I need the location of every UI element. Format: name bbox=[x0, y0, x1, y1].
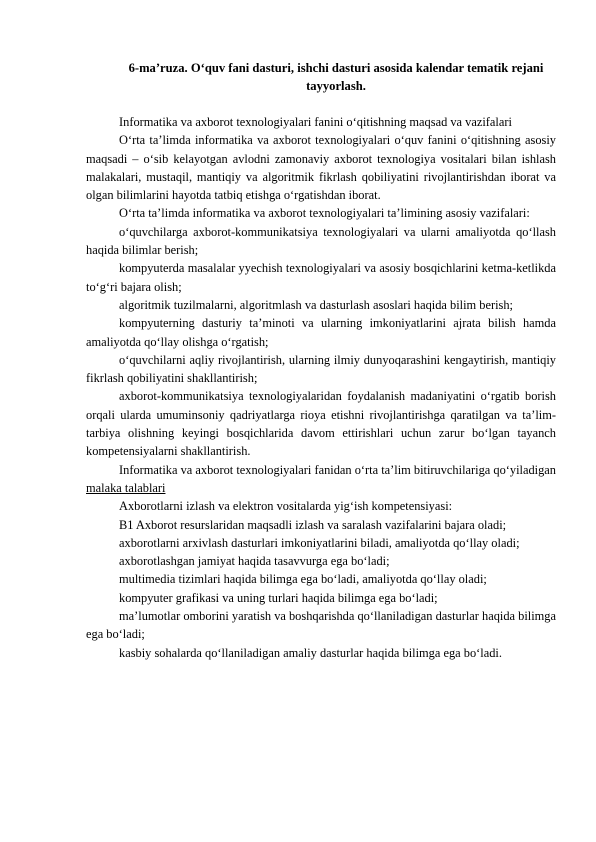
section-heading: Informatika va axborot texnologiyalari fanini o‘qitishning maqsad va vazifalari bbox=[119, 115, 512, 129]
task-item: axborot-kommunikatsiya texnologiyalaridan foydalanish madaniyatini o‘rgatib borish orqali ularda umuminsoniy qadriyatlarga rioya etishni rivojlantirishga qaratilgan va ta’lim-tarbiya olishning keyingi bosqichlarida davom ettirishlari uchun zarur bo‘lgan tayanch kompetensiyalarni shakllantirish. bbox=[86, 389, 556, 459]
competence-item: kompyuter grafikasi va uning turlari haqida bilimga ega bo‘ladi; bbox=[119, 590, 438, 605]
task-item: algoritmik tuzilmalarni, algoritmlash va dasturlash asoslari haqida bilim berish; bbox=[119, 297, 514, 312]
task-item: kompyuterda masalalar yyechish texnologiyalari va asosiy bosqichlarini ketma-ketlikda to‘g‘ri bajara olish; bbox=[86, 261, 556, 294]
competence-item: ma’lumotlar omborini yaratish va boshqarishda qo‘llaniladigan dasturlar haqida bilimga ega bo‘ladi; bbox=[86, 609, 556, 642]
competence-item: kasbiy sohalarda qo‘llaniladigan amaliy dasturlar haqida bilimga ega bo‘ladi. bbox=[119, 645, 502, 660]
task-item: o‘quvchilarni aqliy rivojlantirish, ularning ilmiy dunyoqarashini kengaytirish, mantiqiy fikrlash qobiliyatini shakllantirish; bbox=[86, 352, 556, 386]
competence-paragraph bbox=[86, 461, 556, 498]
competence-item: B1 Axborot resurslaridan maqsadli izlash va saralash vazifalarini bajara oladi; bbox=[119, 517, 507, 532]
document-body bbox=[86, 113, 556, 662]
competence-item: axborotlashgan jamiyat haqida tasavvurga ega bo‘ladi; bbox=[119, 554, 390, 569]
goal-paragraph: O‘rta ta’limda informatika va axborot texnologiyalari o‘quv fanini o‘qitishning asosiy maqsadi – o‘sib kelayotgan avlodni zamonaviy axborot texnologiya vositalari bilan ishlash malakalari, mustaqil, mantiqiy va algoritmik fikrlash qobiliyatini rivojlantirishdan iborat va olgan bilimlarini hayotda tatbiq etishga o‘rgatishdan iborat. bbox=[86, 133, 556, 203]
lecture-title: 6-ma’ruza. O‘quv fani dasturi, ishchi dasturi asosida kalendar tematik rejani tayyorlash. bbox=[128, 61, 544, 93]
task-item: kompyuterning dasturiy ta’minoti va ularning imkoniyatlarini ajrata bilish hamda amaliyotda qo‘llay olishga o‘rgatish; bbox=[86, 316, 556, 349]
competence-intro: Informatika va axborot texnologiyalari fanidan o‘rta ta’lim bitiruvchilariga qo‘yiladigan bbox=[119, 462, 556, 477]
competence-item: Axborotlarni izlash va elektron vositalarda yig‘ish kompetensiyasi: bbox=[119, 499, 453, 514]
tasks-heading: O‘rta ta’limda informatika va axborot texnologiyalari ta’limining asosiy vazifalari: bbox=[119, 206, 530, 221]
competence-item: axborotlarni arxivlash dasturlari imkoniyatlarini biladi, amaliyotda qo‘llay oladi; bbox=[119, 535, 520, 550]
qualification-requirements-link[interactable]: malaka talablari bbox=[86, 480, 166, 495]
task-item: o‘quvchilarga axborot-kommunikatsiya texnologiyalari va ularni amaliyotda qo‘llash haqida bilimlar berish; bbox=[86, 224, 556, 258]
competence-item: multimedia tizimlari haqida bilimga ega bo‘ladi, amaliyotda qo‘llay oladi; bbox=[119, 572, 487, 587]
